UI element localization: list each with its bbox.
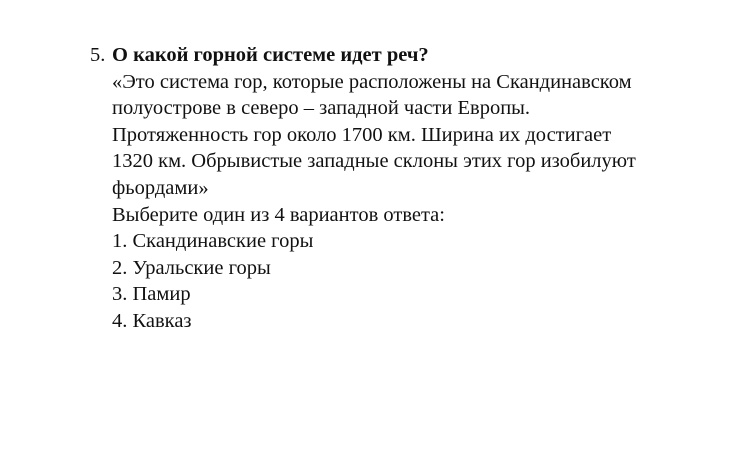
question-text-line: полуострове в северо – западной части Европы. [112,97,531,120]
question-header [90,42,720,335]
question-text-line: Протяженность гор около 1700 км. Ширина их достигает [112,123,612,146]
question-body [112,42,720,335]
question-text-line: фьордами» [112,176,209,199]
answer-option-1: 1. Скандинавские горы [112,230,314,253]
question-number: 5. [90,44,106,66]
question-title: О какой горной системе идет реч? [112,44,429,66]
question-block [90,42,720,335]
answer-option-4: 4. Кавказ [112,309,192,332]
answer-option-3: 3. Памир [112,283,191,306]
question-text-line: 1320 км. Обрывистые западные склоны этих гор изобилуют [112,150,636,173]
answer-option-2: 2. Уральские горы [112,256,271,279]
question-text-line: «Это система гор, которые расположены на Скандинавском [112,70,632,93]
answer-instruction: Выберите один из 4 вариантов ответа: [112,203,445,226]
